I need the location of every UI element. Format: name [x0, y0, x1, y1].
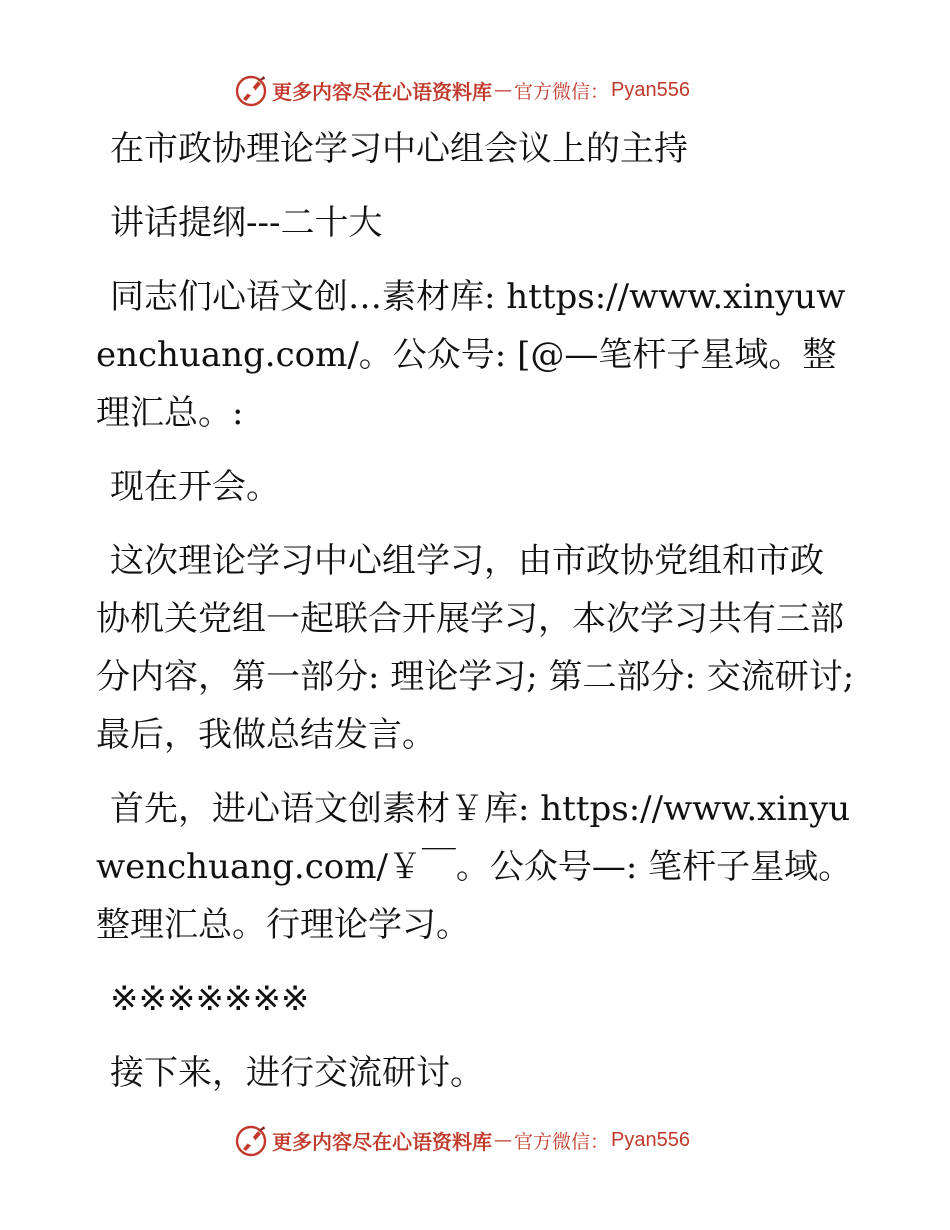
- paragraph-greeting: 同志们心语文创…素材库: https://www.xinyuwenchuang.com/。公众号: [@—笔杆子星域。整理汇总。:: [96, 277, 846, 433]
- paragraph-first-item: 首先，进心语文创素材￥库: https://www.xinyuwenchuang.com/￥￣。公众号—: 笔杆子星域。整理汇总。行理论学习。: [96, 789, 853, 945]
- banner-wechat-label: 官方微信：: [514, 80, 610, 103]
- banner-wechat-id: Pyan556: [611, 1128, 690, 1151]
- paragraph-agenda: 这次理论学习中心组学习，由市政协党组和市政协机关党组一起联合开展学习，本次学习共有三部分内容，第一部分: 理论学习; 第二部分: 交流研讨; 最后，我做总结发言。: [96, 541, 855, 755]
- paragraph-title-line-1: 在市政协理论学习中心组会议上的主持: [110, 129, 688, 169]
- banner-wechat-id: Pyan556: [611, 78, 690, 101]
- banner-wechat-label: 官方微信：: [514, 1130, 610, 1153]
- banner-brand-text: 更多内容尽在心语资料库: [272, 79, 492, 104]
- header-banner: [234, 70, 690, 110]
- paragraph-divider-marks: ※※※※※※※: [110, 979, 310, 1019]
- paragraph-open-meeting: 现在开会。: [110, 467, 280, 507]
- banner-separator: —: [494, 79, 512, 101]
- footer-banner: [234, 1120, 690, 1160]
- paragraph-next-item: 接下来，进行交流研讨。: [110, 1053, 484, 1093]
- quill-pen-logo-icon: [234, 73, 268, 107]
- paragraph-title-line-2: 讲话提纲---二十大: [110, 203, 383, 243]
- quill-pen-logo-icon: [234, 1123, 268, 1157]
- banner-brand-text: 更多内容尽在心语资料库: [272, 1129, 492, 1154]
- document-body: [96, 120, 856, 1118]
- banner-separator: —: [494, 1129, 512, 1151]
